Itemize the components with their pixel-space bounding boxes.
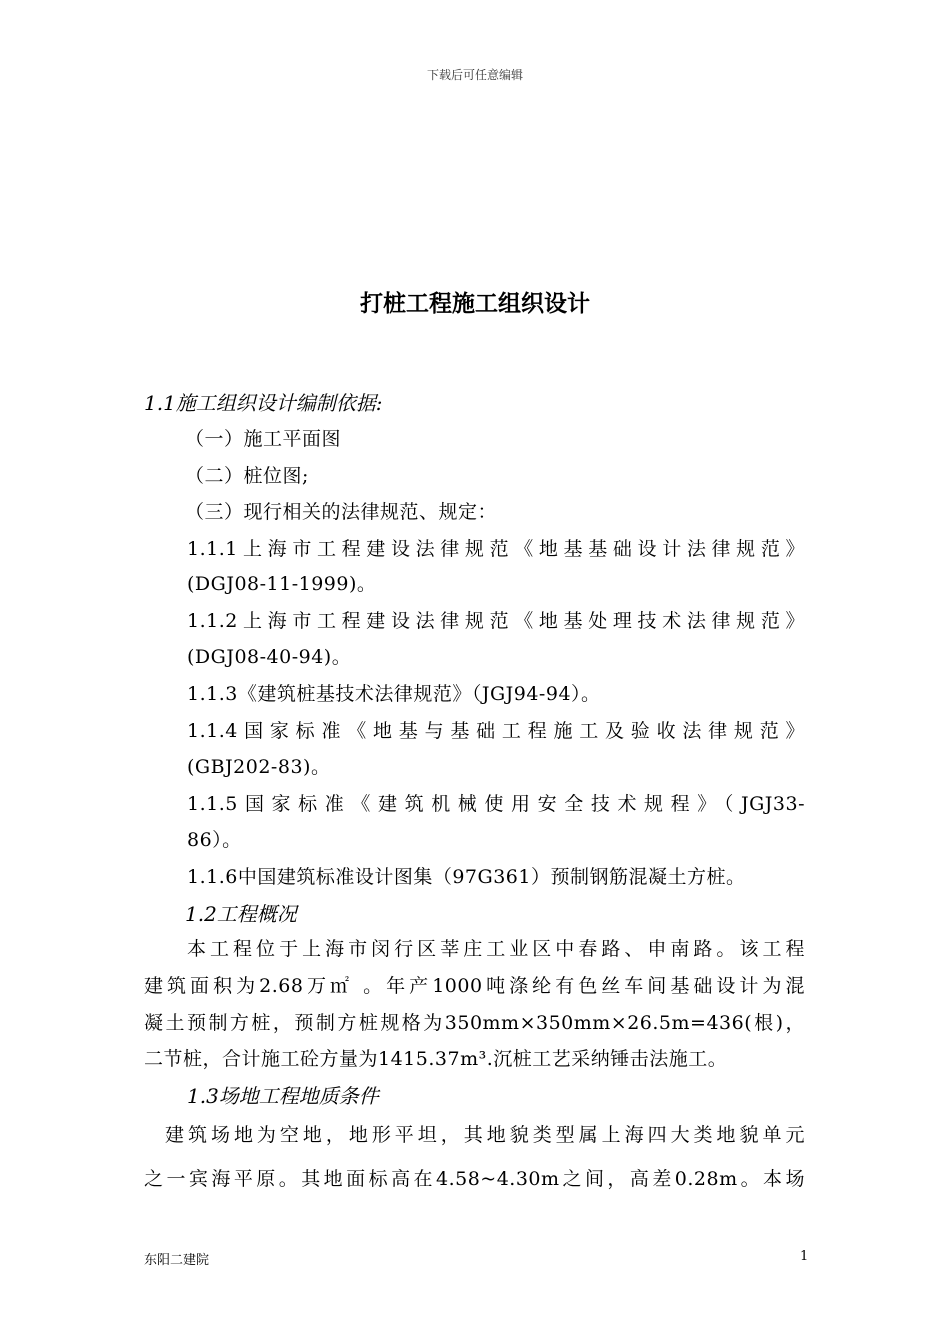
page-title: 打桩工程施工组织设计 <box>360 291 590 317</box>
reference-item: 1.1.2上海市工程建设法律规范《地基处理技术法律规范》 <box>187 610 805 632</box>
header-note: 下载后可任意编辑 <box>426 68 523 82</box>
reference-item: 1.1.3《建筑桩基技术法律规范》（JGJ94-94）。 <box>187 683 601 705</box>
reference-item: 1.1.5国家标准《建筑机械使用安全技术规程》（JGJ33- <box>187 793 805 815</box>
reference-item: 1.1.4国家标准《地基与基础工程施工及验收法律规范》 <box>187 720 805 742</box>
list-item: （二）桩位图; <box>185 465 309 487</box>
paragraph-line: 本工程位于上海市闵行区莘庄工业区中春路、申南路。该工程 <box>187 938 805 960</box>
reference-item-cont: (DGJ08-40-94)。 <box>187 646 352 668</box>
reference-item-cont: (DGJ08-11-1999)。 <box>187 573 377 595</box>
section-heading-1-3: 1.3场地工程地质条件 <box>187 1084 379 1108</box>
section-heading-1-1: 1.1施工组织设计编制依据: <box>144 391 383 415</box>
list-item: （三）现行相关的法律规范、规定： <box>185 501 498 523</box>
footer-org: 东阳二建院 <box>144 1253 210 1268</box>
paragraph-line: 之一宾海平原。其地面标高在4.58~4.30m之间，高差0.28m。本场 <box>144 1168 805 1190</box>
list-item: （一）施工平面图 <box>185 428 342 450</box>
reference-item-cont: (GBJ202-83)。 <box>187 756 331 778</box>
section-heading-1-2: 1.2工程概况 <box>185 902 297 926</box>
reference-item-cont: 86）。 <box>187 829 242 851</box>
reference-item: 1.1.1上海市工程建设法律规范《地基基础设计法律规范》 <box>187 538 805 560</box>
paragraph-line: 建筑面积为2.68万㎡ 。年产1000吨涤纶有色丝车间基础设计为混 <box>144 975 805 997</box>
paragraph-line: 建筑场地为空地，地形平坦，其地貌类型属上海四大类地貌单元 <box>165 1124 805 1146</box>
paragraph-line: 凝土预制方桩，预制方桩规格为350mm×350mm×26.5m=436(根)， <box>144 1012 805 1034</box>
paragraph-line: 二节桩，合计施工砼方量为1415.37m³.沉桩工艺采纳锤击法施工。 <box>144 1048 728 1070</box>
page-number: 1 <box>800 1249 809 1264</box>
reference-item: 1.1.6中国建筑标准设计图集（97G361）预制钢筋混凝土方桩。 <box>187 866 746 888</box>
